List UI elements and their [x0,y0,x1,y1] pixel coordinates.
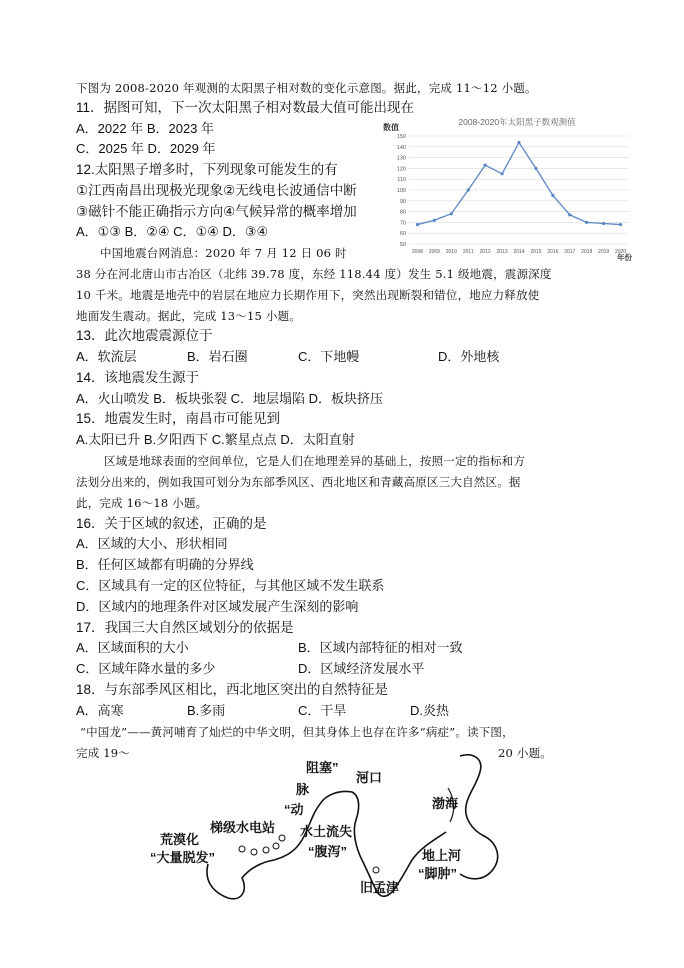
question-15: 15．地震发生时，南昌市可能见到 [76,411,281,426]
chart-y-tick-label: 60 [399,231,406,238]
chart-x-tick-label: 2011 [462,249,474,255]
question-16-option-d: D．区域内的地理条件对区域发展产生深刻的影响 [76,599,359,614]
question-14: 14．该地震发生源于 [76,370,200,385]
yellow-river-map-svg [150,752,530,952]
chart-x-tick-label: 2010 [445,249,457,255]
chart-y-tick-label: 90 [399,198,406,205]
question-18-option-c: C．干旱 [298,703,347,718]
chart-data-point [467,188,470,191]
chart-data-point [585,221,588,224]
chart-x-axis-label: 年份 [617,253,632,262]
chart-x-tick-label: 2014 [513,249,525,255]
sunspot-chart-svg [383,114,637,264]
chart-x-tick-label: 2013 [496,249,508,255]
map-label-dong: “动 [284,802,304,817]
chart-y-tick-label: 120 [396,166,406,173]
chart-data-point [500,172,503,175]
intro-19-20-line-2b: 20 小题。 [498,746,552,760]
chart-data-point [619,223,622,226]
question-16-option-b: B．任何区域都有明确的分界线 [76,557,254,572]
question-13-option-a: A．软流层 [76,349,137,364]
map-label-zuse: 阻塞” [306,760,339,775]
chart-data-point [433,219,436,222]
chart-y-tick-label: 100 [396,188,406,194]
question-14-options: A．火山喷发 B．板块张裂 C．地层塌陷 D．板块挤压 [76,391,383,406]
intro-19-20-line-2a: 完成 19～ [76,746,130,760]
chart-x-tick-label: 2020 [614,249,627,255]
chart-x-tick-label: 2015 [530,249,542,255]
chart-data-point [551,194,554,197]
question-18-option-b: B.多雨 [187,703,226,718]
intro-16-18-line-2: 法划分出来的，例如我国可划分为东部季风区、西北地区和青藏高原区三大自然区。据 [76,475,521,489]
dam-marker [263,847,269,853]
chart-y-axis-label: 数值 [383,123,399,132]
question-17: 17．我国三大自然区域划分的依据是 [76,620,294,635]
jiumengjin-marker [373,867,379,873]
question-17-option-a: A．区域面积的大小 [76,640,189,655]
chart-y-tick-label: 140 [396,144,406,151]
intro-13-15-line-3: 10 千米。地震是地壳中的岩层在地应力长期作用下，突然出现断裂和错位，地应力释放使 [76,288,540,302]
intro-13-15-line-4: 地面发生震动。据此，完成 13～15 小题。 [76,309,301,323]
chart-y-tick-label: 50 [399,242,406,248]
dam-marker [273,843,279,849]
question-13-option-d: D．外地核 [438,349,500,364]
question-13: 13．此次地震震源位于 [76,328,213,343]
map-label-tuofa: “大量脱发” [150,850,216,865]
question-17-option-c: C．区域年降水量的多少 [76,661,216,676]
question-16-option-c: C．区域具有一定的区位特征，与其他区域不发生联系 [76,578,385,593]
intro-16-18-line-3: 此，完成 16～18 小题。 [76,496,208,510]
dam-marker [251,849,257,855]
chart-data-point [416,223,419,226]
question-11-options-cd: C．2025 年 D．2029 年 [76,141,216,156]
question-12: 12.太阳黑子增多时，下列现象可能发生的有 [76,162,338,177]
chart-data-point [484,164,487,167]
map-label-hekou: 河口 [356,770,383,785]
chart-x-tick-label: 2008 [411,249,424,255]
bohai-coastline [460,755,498,879]
map-label-jiaozhong: “脚肿” [418,866,458,881]
map-label-mai: 脉 [296,782,310,797]
map-label-tiji: 梯级水电站 [210,820,276,835]
question-16: 16．关于区域的叙述，正确的是 [76,516,267,531]
question-12-statement-1: ①江西南昌出现极光现象②无线电长波通信中断 [76,183,357,198]
dam-marker [239,846,245,852]
chart-y-tick-label: 70 [399,220,406,227]
dam-marker [279,835,285,841]
chart-x-tick-label: 2018 [581,249,593,255]
chart-x-tick-label: 2016 [547,249,559,255]
yellow-river-map [150,752,530,952]
chart-y-tick-label: 150 [396,134,406,140]
chart-y-tick-label: 80 [399,209,406,216]
map-label-jiumengjin: 旧孟津 [360,880,400,895]
chart-x-tick-label: 2017 [564,249,576,255]
chart-x-tick-label: 2019 [598,249,610,255]
intro-19-20-line-1: “中国龙”——黄河哺育了灿烂的中华文明，但其身体上也存在许多“病症”。读下图， [80,725,514,739]
sunspot-chart [383,114,637,264]
map-label-shuitu: 水土流失 [300,824,353,839]
map-label-bohai: 渤海 [432,796,459,811]
intro-16-18-line-1: 区域是地球表面的空间单位，它是人们在地理差异的基础上，按照一定的指标和方 [104,454,526,468]
intro-13-15-line-2: 38 分在河北唐山市古冶区（北纬 39.78 度，东经 118.44 度）发生 5.1 级地震，震源深度 [76,267,552,281]
map-label-huangmo: 荒漠化 [160,832,200,847]
question-12-statement-2: ③磁针不能正确指示方向④气候异常的概率增加 [76,204,357,219]
chart-title: 2008-2020年太阳黑子数观测值 [458,117,576,127]
chart-data-point [534,167,537,170]
question-13-option-c: C．下地幔 [298,349,360,364]
chart-x-tick-label: 2009 [428,249,440,255]
question-16-option-a: A．区域的大小、形状相同 [76,536,228,551]
intro-11-12: 下图为 2008-2020 年观测的太阳黑子相对数的变化示意图。据此，完成 11～12 小题。 [76,81,537,95]
question-18-option-d: D.炎热 [410,703,450,718]
question-18: 18．与东部季风区相比，西北地区突出的自然特征是 [76,682,389,697]
question-12-options: A．①③ B．②④ C．①④ D．③④ [76,224,269,239]
chart-data-point [450,212,453,215]
chart-x-tick-label: 2012 [479,249,491,255]
map-label-dishang: 地上河 [422,848,462,863]
question-18-option-a: A．高寒 [76,703,124,718]
map-label-fuxie: “腹泻” [308,844,348,859]
chart-y-tick-label: 110 [397,177,406,184]
question-11-options-ab: A．2022 年 B．2023 年 [76,121,215,136]
question-13-option-b: B．岩石圈 [187,349,248,364]
chart-data-point [517,141,520,144]
chart-series-line [417,142,620,224]
intro-13-15-line-1: 中国地震台网消息：2020 年 7 月 12 日 06 时 [100,246,347,260]
question-11: 11．据图可知，下一次太阳黑子相对数最大值可能出现在 [76,100,415,115]
question-17-option-d: D．区域经济发展水平 [298,661,425,676]
question-15-options: A.太阳已升 B.夕阳西下 C.繁星点点 D．太阳直射 [76,432,355,447]
chart-y-tick-label: 130 [396,155,406,162]
question-17-option-b: B．区域内部特征的相对一致 [298,640,463,655]
chart-data-point [568,213,571,216]
chart-data-point [602,222,605,225]
